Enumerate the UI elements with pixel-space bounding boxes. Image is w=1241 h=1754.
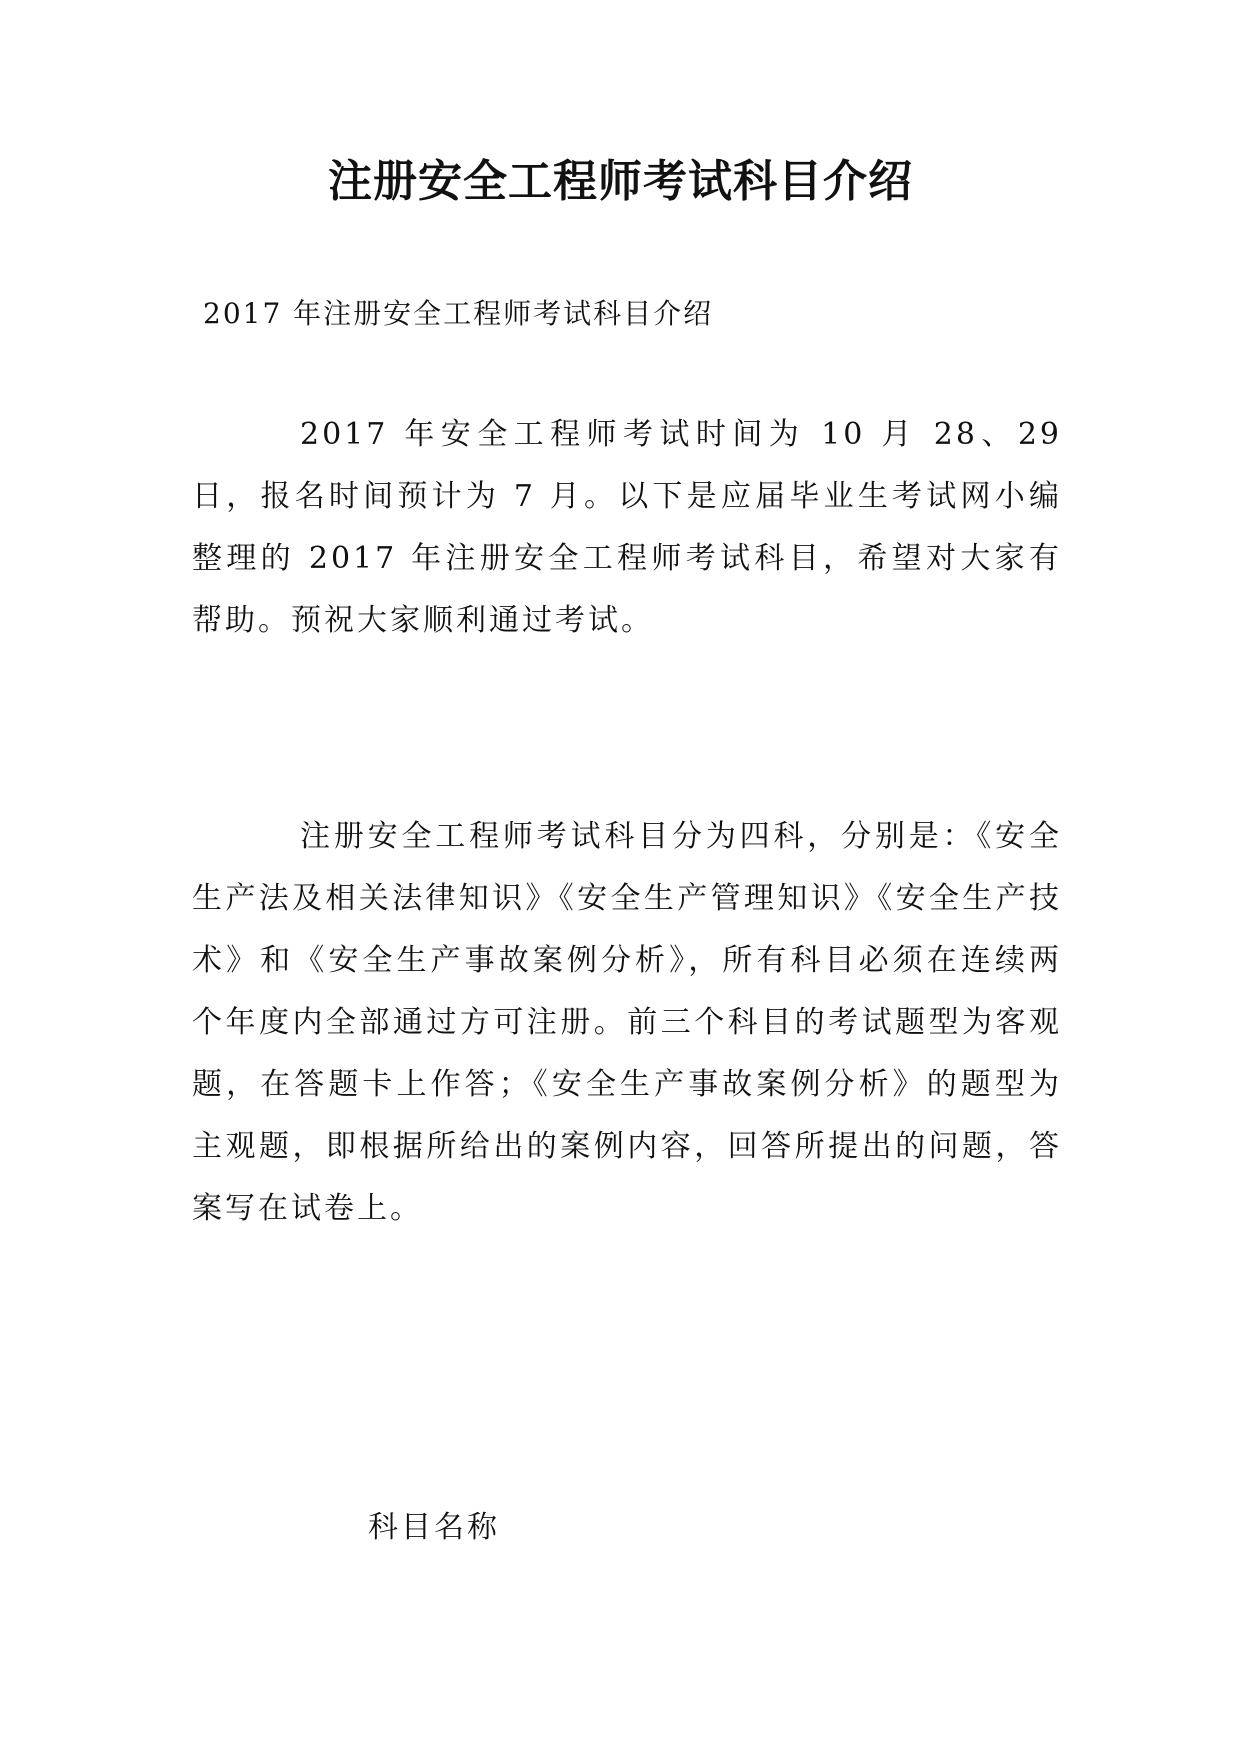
subject-name-heading: 科目名称 [368, 1510, 500, 1545]
document-title: 注册安全工程师考试科目介绍 [328, 156, 913, 207]
intro-paragraph: 2017 年安全工程师考试时间为 10 月 28、29 日，报名时间预计为 7 月。以下是应届毕业生考试网小编整理的 2017 年注册安全工程师考试科目，希望对大家有帮助。预祝大家顺利通过考试。 [192, 417, 1062, 638]
document-subtitle: 2017 年注册安全工程师考试科目介绍 [203, 297, 714, 330]
subjects-paragraph: 注册安全工程师考试科目分为四科，分别是：《安全生产法及相关法律知识》《安全生产管理知识》《安全生产技术》和《安全生产事故案例分析》，所有科目必须在连续两个年度内全部通过方可注册。前三个科目的考试题型为客观题，在答题卡上作答；《安全生产事故案例分析》的题型为主观题，即根据所给出的案例内容，回答所提出的问题，答案写在试卷上。 [192, 819, 1062, 1226]
